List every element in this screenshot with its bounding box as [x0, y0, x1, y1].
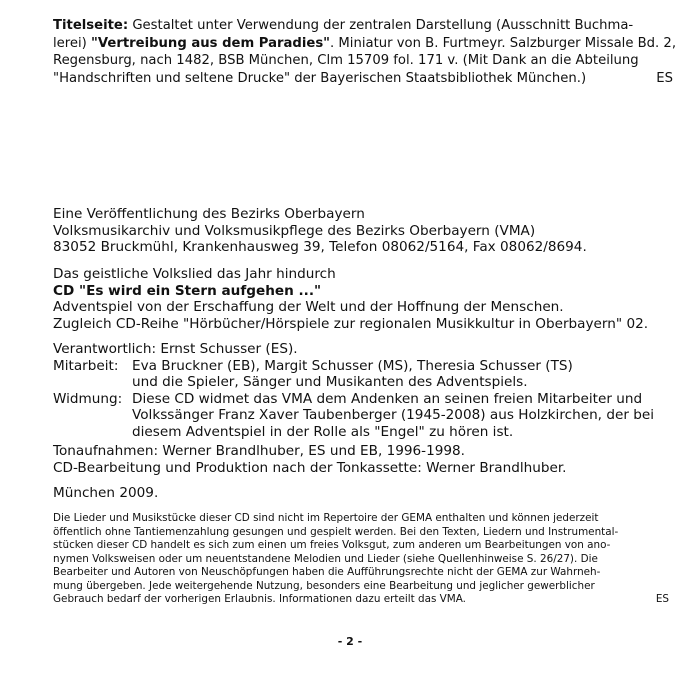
notice-line: Die Lieder und Musikstücke dieser CD sind nicht im Repertoire der GEMA enthalten und können jederzeit — [53, 512, 599, 524]
dedication-line-1: Widmung: Diese CD widmet das VMA dem Andenken an seinen freien Mitarbeiter und — [53, 390, 643, 407]
notice-line: öffentlich ohne Tantiemenzahlung gesungen und gespielt werden. Bei den Texten, Liedern und Instrumental- — [53, 525, 619, 538]
place-date: München 2009. — [53, 485, 159, 501]
cd-title: CD "Es wird ein Stern aufgehen ..." — [53, 282, 322, 299]
publisher-address: 83052 Bruckmühl, Krankenhausweg 39, Telefon 08062/5164, Fax 08062/8694. — [53, 239, 587, 255]
title-label: Titelseite: — [53, 18, 129, 33]
credits-block — [53, 341, 673, 440]
notice-line: stücken dieser CD handelt es sich zum einen um freies Volksgut, zum anderen um Bearbeitungen von ano- — [53, 539, 611, 551]
title-line-2: lerei) "Vertreibung aus dem Paradies". Miniatur von B. Furtmeyr. Salzburger Missale Bd. 2, — [53, 35, 677, 51]
notice-line: Bearbeiter und Autoren von Neuschöpfungen haben die Aufführungsrechte nicht der GEMA zur Wahrneh- — [53, 566, 601, 578]
title-line-4: "Handschriften und seltene Drucke" der Bayerischen Staatsbibliothek München.) ES — [53, 70, 673, 86]
page-number: - 2 - — [337, 635, 363, 648]
artwork-title: "Vertreibung aus dem Paradies" — [91, 35, 331, 51]
cd-series: Das geistliche Volkslied das Jahr hindurch — [53, 266, 336, 282]
cd-info-block — [53, 266, 673, 332]
cd-series-note: Zugleich CD-Reihe "Hörbücher/Hörspiele zur regionalen Musikkultur in Oberbayern" 02. — [53, 315, 649, 332]
production-line: CD-Bearbeitung und Produktion nach der Tonkassette: Werner Brandlhuber. — [53, 459, 567, 476]
publisher-line-1: Eine Veröffentlichung des Bezirks Oberbayern — [53, 206, 365, 222]
notice-line-last: Gebrauch bedarf der vorherigen Erlaubnis. Informationen dazu erteilt das VMA. ES — [53, 593, 669, 605]
publisher-line-2: Volksmusikarchiv und Volksmusikpflege des Bezirks Oberbayern (VMA) — [53, 222, 536, 239]
dedication-line-3: diesem Adventspiel in der Rolle als "Engel" zu hören ist. — [132, 423, 514, 440]
notice-line: mung übergeben. Jede weitergehende Nutzung, besonders eine Bearbeitung und jeglicher gewerblicher — [53, 579, 595, 592]
staff-line-1: Mitarbeit: Eva Bruckner (EB), Margit Schusser (MS), Theresia Schusser (TS) — [53, 357, 573, 374]
dedication-label: Widmung: — [53, 390, 123, 407]
cd-description: Adventspiel von der Erschaffung der Welt und der Hoffnung der Menschen. — [53, 299, 564, 315]
staff-label: Mitarbeit: — [53, 357, 119, 374]
title-line-1: Titelseite: Gestaltet unter Verwendung der zentralen Darstellung (Ausschnitt Buchma- — [53, 18, 634, 33]
notice-line: nymen Volksweisen oder um neuentstandene Melodien und Lieder (siehe Quellenhinweise S. 26/27). Die — [53, 552, 598, 565]
responsible-line: Verantwortlich: Ernst Schusser (ES). — [53, 341, 298, 357]
production-block — [53, 443, 673, 476]
title-line-3: Regensburg, nach 1482, BSB München, Clm 15709 fol. 171 v. (Mit Dank an die Abteilung — [53, 53, 639, 68]
publisher-block — [53, 206, 673, 256]
copyright-notice — [53, 512, 669, 607]
title-page-credit — [53, 17, 677, 87]
notice-initials: ES — [655, 593, 669, 605]
staff-line-2: und die Spieler, Sänger und Musikanten des Adventspiels. — [132, 374, 528, 390]
recordings-line: Tonaufnahmen: Werner Brandlhuber, ES und EB, 1996-1998. — [53, 443, 465, 459]
dedication-line-2: Volkssänger Franz Xaver Taubenberger (1945-2008) aus Holzkirchen, der bei — [132, 407, 654, 423]
title-initials: ES — [656, 70, 673, 86]
